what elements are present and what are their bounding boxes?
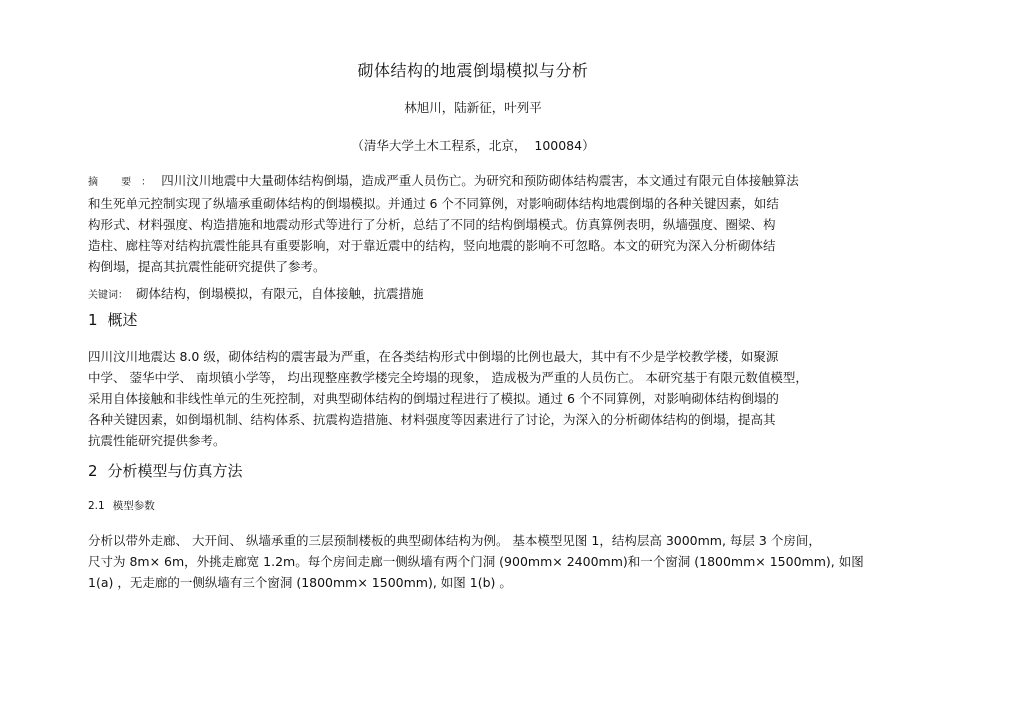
section-1-line-5: 抗震性能研究提供参考。 [88, 433, 226, 448]
section-2-title: 分析模型与仿真方法 [107, 462, 243, 480]
section-1-paragraph [88, 346, 908, 451]
section-2-1-paragraph [88, 530, 908, 593]
section-1-number: 1 [88, 311, 98, 329]
abstract-text: 四川汶川地震中大量砌体结构倒塌，造成严重人员伤亡。为研究和预防砌体结构震害，本文通过有限元自体接触算法 [161, 173, 799, 188]
paper-affiliation: （清华大学土木工程系，北京， 100084） [351, 138, 595, 153]
section-2-1-line-1: 分析以带外走廊、 大开间、 纵墙承重的三层预制楼板的典型砌体结构为例。 基本模型见图 1，结构层高 3000mm, 每层 3 个房间， [88, 533, 821, 548]
paper-authors: 林旭川，陆新征，叶列平 [404, 100, 542, 115]
section-1-line-1: 四川汶川地震达 8.0 级，砌体结构的震害最为严重，在各类结构形式中倒塌的比例也最大，其中有不少是学校教学楼，如聚源 [88, 349, 779, 364]
keywords-text: 砌体结构，倒塌模拟，有限元，自体接触，抗震措施 [136, 286, 424, 301]
section-2-1-line-2: 尺寸为 8m× 6m，外挑走廊宽 1.2m。每个房间走廊一侧纵墙有两个门洞 (900mm× 2400mm)和一个窗洞 (1800mm× 1500mm), 如图 [88, 554, 864, 569]
section-1-line-2: 中学、 蓥华中学、 南坝镇小学等， 均出现整座教学楼完全垮塌的现象， 造成极为严重的人员伤亡。 本研究基于有限元数值模型， [88, 370, 808, 385]
section-1-line-4: 各种关键因素，如倒塌机制、结构体系、抗震构造措施、材料强度等因素进行了讨论，为深入的分析砌体结构的倒塌，提高其 [88, 412, 776, 427]
abstract-line-3: 构形式、材料强度、构造措施和地震动形式等进行了分析，总结了不同的结构倒塌模式。仿真算例表明，纵墙强度、圈梁、构 [88, 217, 776, 232]
abstract-label: 摘 要： [88, 177, 162, 188]
section-1-heading [88, 309, 138, 330]
section-2-1-number: 2.1 [88, 500, 105, 512]
abstract-line-4: 造柱、廊柱等对结构抗震性能具有重要影响，对于靠近震中的结构，竖向地震的影响不可忽略。本文的研究为深入分析砌体结 [88, 238, 776, 253]
abstract-line-1 [88, 170, 888, 193]
section-2-1-title: 模型参数 [112, 500, 155, 512]
section-1-title: 概述 [107, 311, 138, 329]
abstract-line-5: 构倒塌，提高其抗震性能研究提供了参考。 [88, 259, 326, 274]
section-1-line-3: 采用自体接触和非线性单元的生死控制，对典型砌体结构的倒塌过程进行了模拟。通过 6 个不同算例，对影响砌体结构倒塌的 [88, 391, 779, 406]
section-2-number: 2 [88, 462, 98, 480]
abstract [88, 170, 888, 277]
keywords [88, 284, 888, 302]
keywords-label: 关键词： [88, 290, 128, 301]
section-2-heading [88, 460, 243, 481]
section-2-1-heading [88, 498, 155, 513]
paper-title: 砌体结构的地震倒塌模拟与分析 [357, 61, 589, 80]
section-2-1-line-3: 1(a) ，无走廊的一侧纵墙有三个窗洞 (1800mm× 1500mm), 如图 1(b) 。 [88, 575, 512, 590]
abstract-line-2: 和生死单元控制实现了纵墙承重砌体结构的倒塌模拟。并通过 6 个不同算例，对影响砌体结构地震倒塌的各种关键因素，如结 [88, 196, 779, 211]
